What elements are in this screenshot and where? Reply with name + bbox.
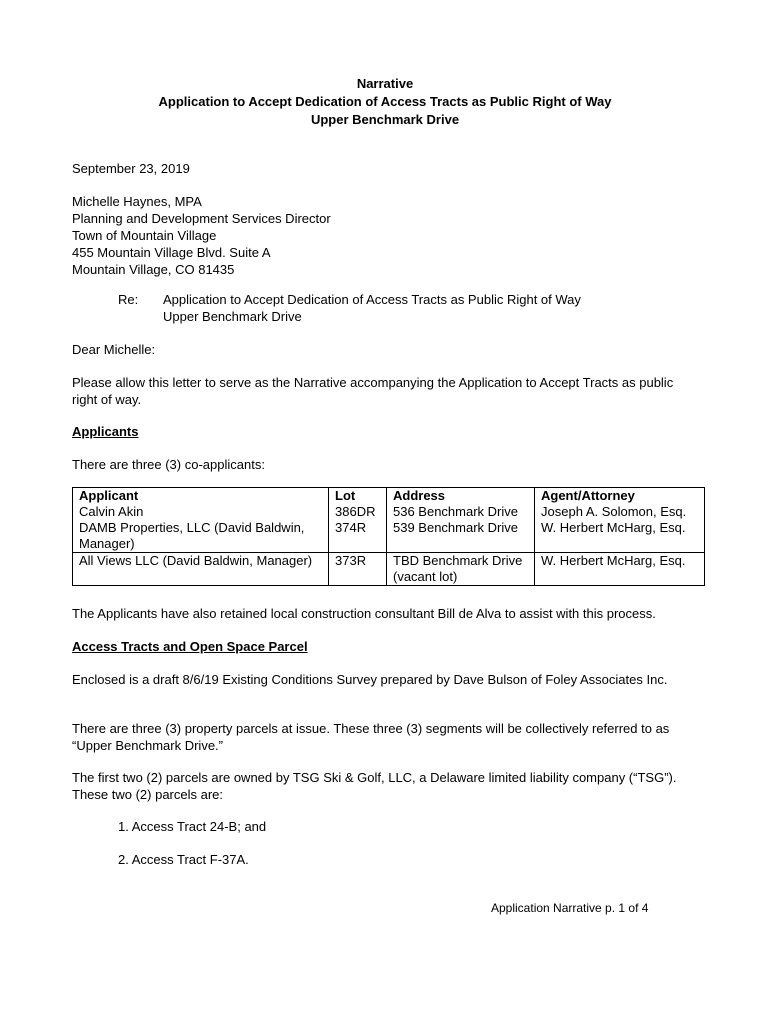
re-line1: Application to Accept Dedication of Access Tracts as Public Right of Way: [163, 292, 581, 307]
applicants-table: [72, 487, 705, 586]
enclosed-paragraph: Enclosed is a draft 8/6/19 Existing Conditions Survey prepared by Dave Bulson of Foley Associates Inc.: [72, 672, 668, 687]
table-cell: Joseph A. Solomon, Esq.: [535, 504, 705, 520]
tracts-heading: Access Tracts and Open Space Parcel: [72, 639, 308, 654]
letter-date: September 23, 2019: [72, 161, 190, 176]
recipient-name: Michelle Haynes, MPA: [72, 194, 202, 209]
parcels-paragraph: There are three (3) property parcels at issue. These three (3) segments will be collectively referred to as “Upper Benchmark Drive.”: [72, 721, 670, 753]
table-header: Applicant: [73, 488, 329, 505]
applicants-heading: Applicants: [72, 424, 139, 439]
doc-subject: Upper Benchmark Drive: [310, 112, 460, 127]
list-item: 1. Access Tract 24-B; and: [118, 819, 267, 834]
table-cell: 374R: [329, 520, 387, 553]
table-cell: 536 Benchmark Drive: [387, 504, 535, 520]
doc-subtitle: Application to Accept Dedication of Access Tracts as Public Right of Way: [158, 94, 612, 109]
table-cell: TBD Benchmark Drive (vacant lot): [387, 553, 535, 586]
table-cell: W. Herbert McHarg, Esq.: [535, 553, 705, 586]
list-item: 2. Access Tract F-37A.: [118, 852, 249, 867]
recipient-org: Town of Mountain Village: [72, 228, 217, 243]
recipient-address1: 455 Mountain Village Blvd. Suite A: [72, 245, 271, 260]
owned-paragraph: The first two (2) parcels are owned by TSG Ski & Golf, LLC, a Delaware limited liability company (“TSG”). These two (2) parcels are:: [72, 770, 677, 802]
salutation: Dear Michelle:: [72, 342, 156, 357]
recipient-address2: Mountain Village, CO 81435: [72, 262, 235, 277]
table-cell: 539 Benchmark Drive: [387, 520, 535, 553]
table-row: [73, 553, 705, 586]
consultant-paragraph: The Applicants have also retained local construction consultant Bill de Alva to assist with this process.: [72, 606, 656, 621]
table-cell: 373R: [329, 553, 387, 586]
table-row: [73, 504, 705, 520]
intro-paragraph: Please allow this letter to serve as the Narrative accompanying the Application to Accept Tracts as public right of way.: [72, 375, 674, 407]
re-label: Re:: [118, 292, 139, 307]
table-cell: Calvin Akin: [73, 504, 329, 520]
table-row: [73, 520, 705, 553]
doc-title: Narrative: [356, 76, 414, 91]
table-header: Agent/Attorney: [535, 488, 705, 505]
table-header-row: [73, 488, 705, 505]
table-cell: DAMB Properties, LLC (David Baldwin, Manager): [73, 520, 329, 553]
recipient-title: Planning and Development Services Director: [72, 211, 331, 226]
page-footer: Application Narrative p. 1 of 4: [491, 901, 649, 915]
table-cell: 386DR: [329, 504, 387, 520]
applicants-intro: There are three (3) co-applicants:: [72, 457, 265, 472]
table-header: Lot: [329, 488, 387, 505]
table-header: Address: [387, 488, 535, 505]
re-line2: Upper Benchmark Drive: [163, 309, 302, 324]
table-cell: All Views LLC (David Baldwin, Manager): [73, 553, 329, 586]
table-cell: W. Herbert McHarg, Esq.: [535, 520, 705, 553]
